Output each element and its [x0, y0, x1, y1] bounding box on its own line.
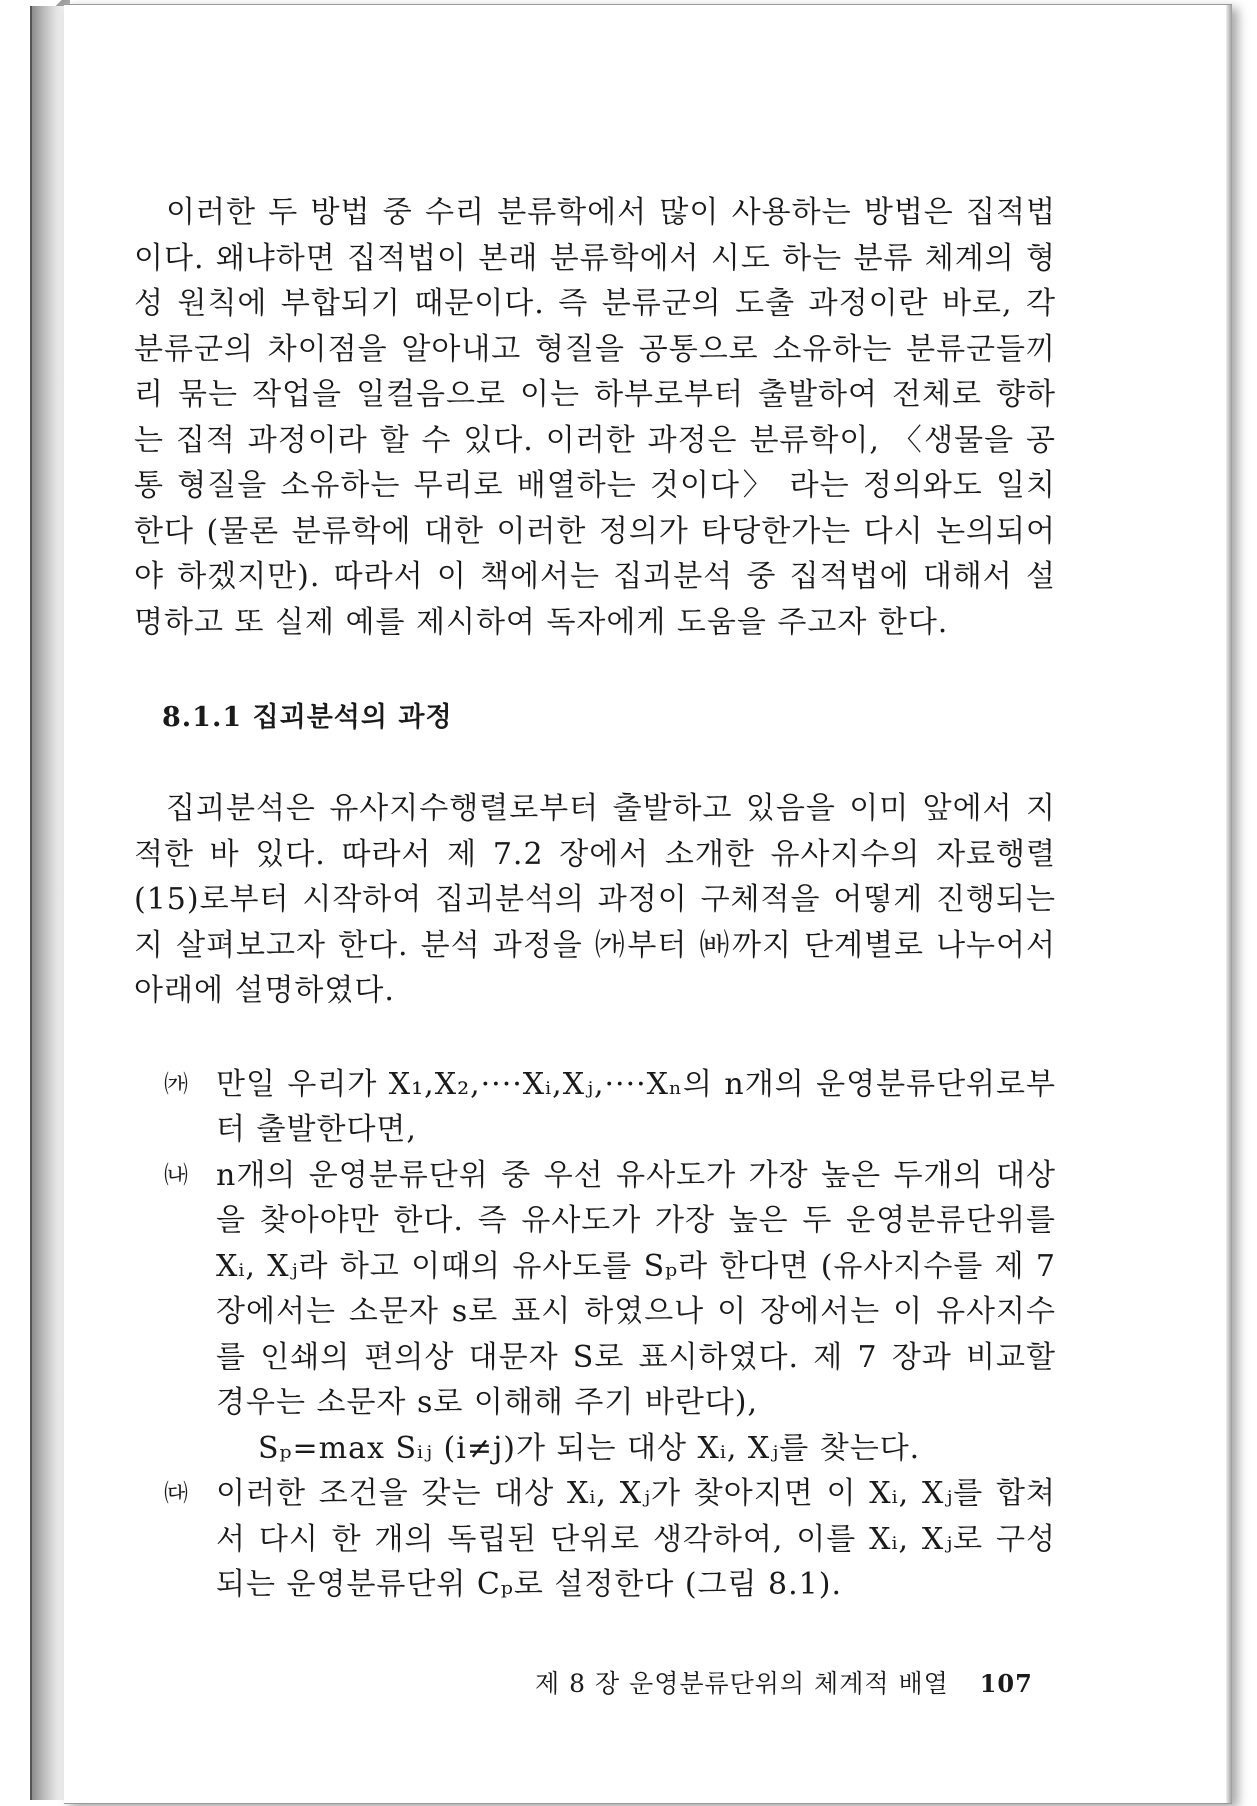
item-marker: ㈐	[164, 1479, 189, 1507]
page-content	[134, 190, 1056, 1608]
item-text: n개의 운영분류단위 중 우선 유사도가 가장 높은 두개의 대상을 찾아야만 한다. 즉 유사도가 가장 높은 두 운영분류단위를 Xᵢ, Xⱼ라 하고 이때의 유사도를 Sₚ라 한다면 (유사지수를 제 7 장에서는 소문자 s로 표시 하였으나 이 장에서는 이 유사지수를 인쇄의 편의상 대문자 S로 표시하였다. 제 7 장과 비교할 경우는 소문자 s로 이해해 주기 바란다),	[216, 1157, 1056, 1420]
step-list	[134, 1062, 1056, 1608]
section-heading: 8.1.1 집괴분석의 과정	[162, 702, 453, 733]
list-item	[134, 1062, 1056, 1153]
running-title: 제 8 장 운영분류단위의 체계적 배열	[535, 1669, 949, 1698]
item-marker: ㈏	[164, 1160, 189, 1189]
page-number: 107	[979, 1669, 1033, 1698]
item-marker: ㈎	[164, 1069, 189, 1098]
book-spine	[30, 6, 66, 1800]
formula-line: Sₚ=max Sᵢⱼ (i≠j)가 되는 대상 Xᵢ, Xⱼ를 찾는다.	[258, 1430, 921, 1466]
intro-paragraph: 이러한 두 방법 중 수리 분류학에서 많이 사용하는 방법은 집적법이다. 왜냐하면 집적법이 본래 분류학에서 시도 하는 분류 체계의 형성 원칙에 부합되기 때문이다. 즉 분류군의 도출 과정이란 바로, 각 분류군의 차이점을 알아내고 형질을 공통으로 소유하는 분류군들끼리 묶는 작업을 일컬음으로 이는 하부로부터 출발하여 전체로 향하는 집적 과정이라 할 수 있다. 이러한 과정은 분류학이, 〈생물을 공통 형질을 소유하는 무리로 배열하는 것이다〉 라는 정의와도 일치한다 (물론 분류학에 대한 이러한 정의가 타당한가는 다시 논의되어야 하겠지만). 따라서 이 책에서는 집괴분석 중 집적법에 대해서 설명하고 또 실제 예를 제시하여 독자에게 도움을 주고자 한다.	[134, 195, 1056, 640]
item-text: 이러한 조건을 갖는 대상 Xᵢ, Xⱼ가 찾아지면 이 Xᵢ, Xⱼ를 합쳐서 다시 한 개의 독립된 단위로 생각하여, 이를 Xᵢ, Xⱼ로 구성되는 운영분류단위 Cₚ로 설정한다 (그림 8.1).	[216, 1476, 1056, 1602]
list-item	[134, 1153, 1056, 1426]
list-item	[134, 1471, 1056, 1608]
process-paragraph: 집괴분석은 유사지수행렬로부터 출발하고 있음을 이미 앞에서 지적한 바 있다. 따라서 제 7.2 장에서 소개한 유사지수의 자료행렬 (15)로부터 시작하여 집괴분석의 과정이 구체적을 어떻게 진행되는지 살펴보고자 한다. 분석 과정을 ㈎부터 ㈓까지 단계별로 나누어서 아래에 설명하였다.	[134, 791, 1056, 1008]
page-footer	[535, 1664, 1033, 1700]
item-text: 만일 우리가 X₁,X₂,····Xᵢ,Xⱼ,····Xₙ의 n개의 운영분류단위로부터 출발한다면,	[216, 1066, 1056, 1147]
page-edge-shadow	[1226, 5, 1232, 1803]
